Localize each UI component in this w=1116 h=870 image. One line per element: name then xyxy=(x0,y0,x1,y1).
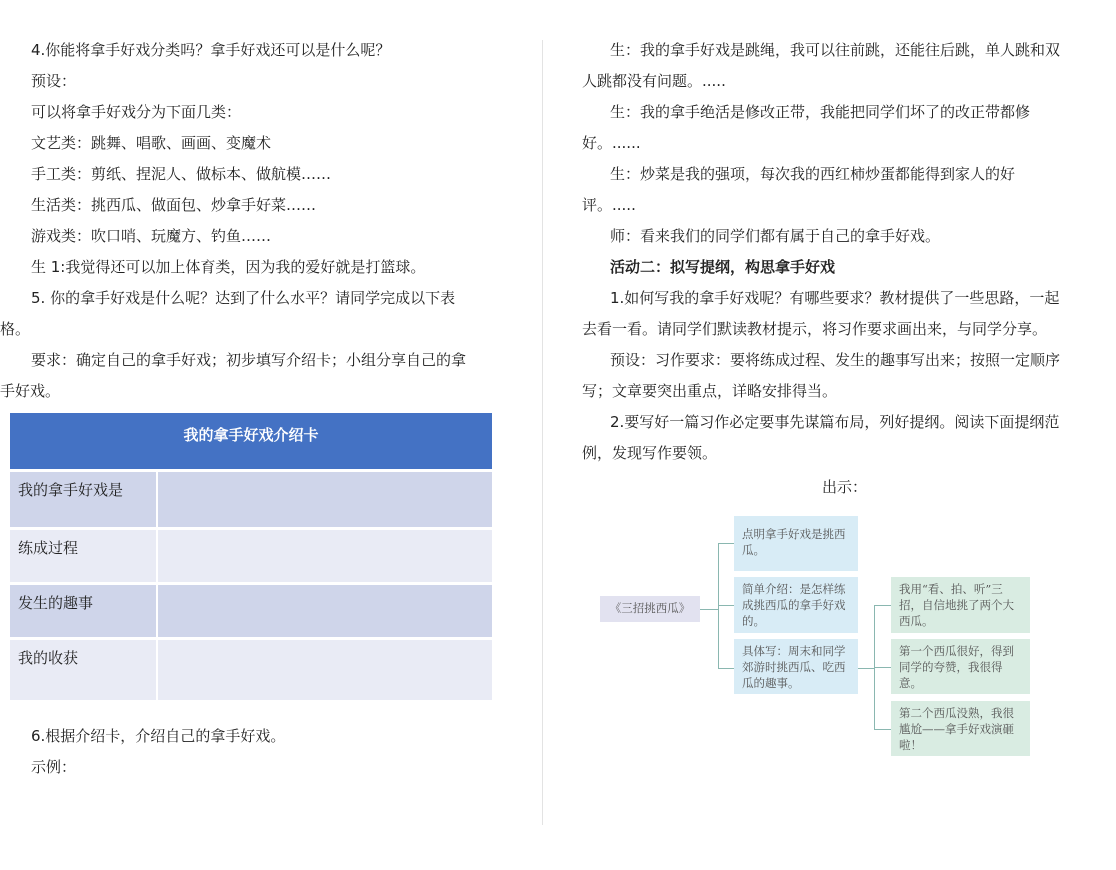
category-life: 生活类：挑西瓜、做面包、炒拿手好菜…… xyxy=(31,196,317,214)
step-2-cont: 例，发现写作要领。 xyxy=(582,444,718,462)
student-jump-rope-cont: 人跳都没有问题。..... xyxy=(582,72,726,90)
connector-line xyxy=(718,543,719,669)
row-input-cell[interactable] xyxy=(158,640,492,700)
preset-label: 预设： xyxy=(31,72,77,90)
student-correction-tape: 生：我的拿手绝活是修改正带，我能把同学们坏了的改正带都修 xyxy=(610,103,1031,121)
preset-requirements: 预设：习作要求：要将练成过程、发生的趣事写出来；按照一定顺序 xyxy=(610,351,1061,369)
student-cooking: 生：炒菜是我的强项，每次我的西红柿炒蛋都能得到家人的好 xyxy=(610,165,1016,183)
connector-line xyxy=(718,605,734,606)
row-label: 我的拿手好戏是 xyxy=(10,472,158,527)
intro-card-title: 我的拿手好戏介绍卡 xyxy=(10,413,492,469)
outline-branch: 简单介绍：是怎样练成挑西瓜的拿手好戏的。 xyxy=(734,577,858,633)
outline-detail: 第一个西瓜很好，得到同学的夸赞，我很得意。 xyxy=(891,639,1030,694)
connector-line xyxy=(700,609,718,610)
outline-branch: 点明拿手好戏是挑西瓜。 xyxy=(734,516,858,571)
question-4: 4.你能将拿手好戏分类吗？拿手好戏还可以是什么呢？ xyxy=(31,41,391,59)
row-input-cell[interactable] xyxy=(158,530,492,582)
teacher-comment: 师：看来我们的同学们都有属于自己的拿手好戏。 xyxy=(610,227,941,245)
student-cooking-cont: 评。..... xyxy=(582,196,636,214)
table-row xyxy=(10,582,492,637)
row-input-cell[interactable] xyxy=(158,472,492,527)
category-handcraft: 手工类：剪纸、捏泥人、做标本、做航模…… xyxy=(31,165,332,183)
example-label: 示例： xyxy=(31,758,77,776)
category-intro: 可以将拿手好戏分为下面几类： xyxy=(31,103,242,121)
connector-line xyxy=(874,605,891,606)
question-6: 6.根据介绍卡，介绍自己的拿手好戏。 xyxy=(31,727,286,745)
step-1: 1.如何写我的拿手好戏呢？有哪些要求？教材提供了一些思路，一起 xyxy=(610,289,1060,307)
row-label: 练成过程 xyxy=(10,530,158,582)
row-label: 发生的趣事 xyxy=(10,585,158,637)
table-row xyxy=(10,527,492,582)
step-2: 2.要写好一篇习作必定要事先谋篇布局，列好提纲。阅读下面提纲范 xyxy=(610,413,1060,431)
requirement: 要求：确定自己的拿手好戏；初步填写介绍卡；小组分享自己的拿 xyxy=(31,351,467,369)
question-5: 5. 你的拿手好戏是什么呢？达到了什么水平？请同学完成以下表 xyxy=(31,289,456,307)
connector-line xyxy=(874,667,891,668)
row-input-cell[interactable] xyxy=(158,585,492,637)
student-correction-tape-cont: 好。...... xyxy=(582,134,641,152)
step-1-cont: 去看一看。请同学们默读教材提示，将习作要求画出来，与同学分享。 xyxy=(582,320,1048,338)
column-divider xyxy=(542,40,543,825)
row-label: 我的收获 xyxy=(10,640,158,700)
student-jump-rope: 生：我的拿手好戏是跳绳，我可以往前跳，还能往后跳，单人跳和双 xyxy=(610,41,1061,59)
intro-card-table xyxy=(10,413,492,700)
student-1-answer: 生 1:我觉得还可以加上体育类，因为我的爱好就是打篮球。 xyxy=(31,258,426,276)
requirement-cont: 手好戏。 xyxy=(0,382,61,400)
table-row xyxy=(10,637,492,700)
outline-detail: 第二个西瓜没熟，我很尴尬——拿手好戏演砸啦！ xyxy=(891,701,1030,756)
outline-diagram xyxy=(600,515,1040,760)
table-row xyxy=(10,469,492,527)
question-5-cont: 格。 xyxy=(0,320,31,338)
category-arts: 文艺类：跳舞、唱歌、画画、变魔术 xyxy=(31,134,272,152)
connector-line xyxy=(718,543,734,544)
activity-2-heading: 活动二：拟写提纲，构思拿手好戏 xyxy=(610,258,836,276)
connector-line xyxy=(718,668,734,669)
connector-line xyxy=(874,729,891,730)
preset-requirements-cont: 写；文章要突出重点，详略安排得当。 xyxy=(582,382,838,400)
connector-line xyxy=(858,668,874,669)
outline-root: 《三招挑西瓜》 xyxy=(600,596,700,622)
outline-detail: 我用“看、拍、听”三招，自信地挑了两个大西瓜。 xyxy=(891,577,1030,633)
category-games: 游戏类：吹口哨、玩魔方、钓鱼…… xyxy=(31,227,272,245)
show-label: 出示： xyxy=(822,478,868,496)
outline-branch: 具体写：周末和同学郊游时挑西瓜、吃西瓜的趣事。 xyxy=(734,639,858,694)
